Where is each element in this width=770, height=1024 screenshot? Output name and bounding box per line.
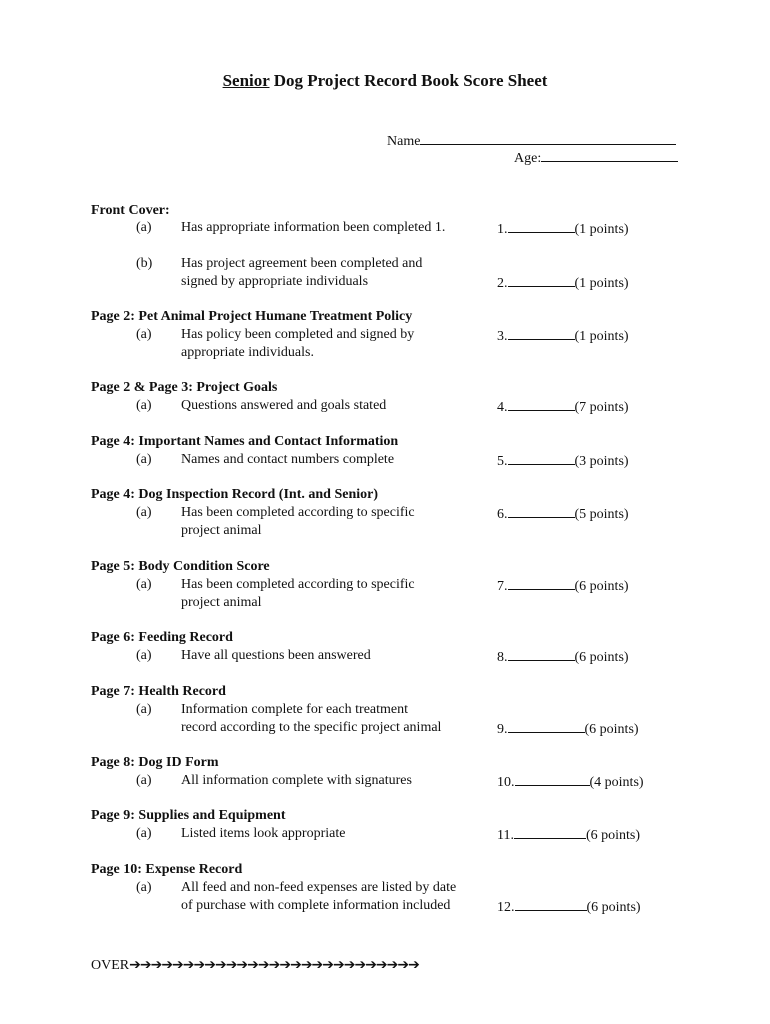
score-field[interactable] [497, 576, 629, 596]
score-number: 3. [497, 329, 508, 344]
score-field[interactable] [497, 719, 639, 739]
score-blank[interactable] [515, 772, 590, 786]
item-letter: (a) [136, 398, 152, 413]
score-blank[interactable] [508, 273, 575, 287]
title-rest: Dog Project Record Book Score Sheet [269, 71, 548, 90]
item-letter: (a) [136, 220, 152, 235]
item-description: Has appropriate information been completed 1. [181, 220, 446, 235]
section-heading: Page 9: Supplies and Equipment [91, 808, 286, 823]
item-description: project animal [181, 595, 262, 610]
section-heading: Page 6: Feeding Record [91, 630, 233, 645]
score-blank[interactable] [515, 897, 587, 911]
item-letter: (a) [136, 648, 152, 663]
score-number: 11. [497, 828, 514, 843]
item-description: Has been completed according to specific [181, 505, 415, 520]
item-letter: (a) [136, 702, 152, 717]
item-description: of purchase with complete information included [181, 898, 451, 913]
section-heading: Page 2 & Page 3: Project Goals [91, 380, 278, 395]
page-title [0, 70, 770, 92]
score-blank[interactable] [508, 326, 575, 340]
score-blank[interactable] [508, 219, 575, 233]
item-letter: (a) [136, 577, 152, 592]
over-label: OVER [91, 958, 130, 973]
name-label: Name [387, 134, 421, 149]
score-number: 2. [497, 276, 508, 291]
score-points: (6 points) [574, 579, 629, 594]
score-number: 10. [497, 775, 515, 790]
section-heading: Page 10: Expense Record [91, 862, 243, 877]
item-description: All information complete with signatures [181, 773, 412, 788]
score-points: (1 points) [574, 329, 629, 344]
item-description: project animal [181, 523, 262, 538]
score-field[interactable] [497, 219, 629, 239]
item-description: Have all questions been answered [181, 648, 371, 663]
score-number: 4. [497, 400, 508, 415]
score-number: 1. [497, 222, 508, 237]
item-description: Information complete for each treatment [181, 702, 409, 717]
score-blank[interactable] [514, 825, 586, 839]
score-number: 12. [497, 900, 515, 915]
section-heading: Page 8: Dog ID Form [91, 755, 219, 770]
score-blank[interactable] [508, 647, 575, 661]
item-letter: (a) [136, 327, 152, 342]
score-points: (5 points) [574, 507, 629, 522]
score-points: (6 points) [584, 722, 639, 737]
score-blank[interactable] [508, 504, 575, 518]
age-field[interactable] [514, 147, 678, 168]
title-underlined-word: Senior [222, 71, 270, 90]
item-description: Listed items look appropriate [181, 826, 346, 841]
score-number: 7. [497, 579, 508, 594]
section-heading: Page 4: Important Names and Contact Information [91, 434, 399, 449]
score-points: (7 points) [574, 400, 629, 415]
score-number: 9. [497, 722, 508, 737]
item-description: Has project agreement been completed and [181, 256, 423, 271]
score-points: (4 points) [589, 775, 644, 790]
score-points: (1 points) [574, 222, 629, 237]
item-description: appropriate individuals. [181, 345, 314, 360]
item-description: Names and contact numbers complete [181, 452, 395, 467]
age-blank[interactable] [541, 147, 678, 162]
item-description: All feed and non-feed expenses are listed by date [181, 880, 457, 895]
score-number: 5. [497, 454, 508, 469]
score-points: (1 points) [574, 276, 629, 291]
score-field[interactable] [497, 647, 629, 667]
item-letter: (a) [136, 880, 152, 895]
score-points: (6 points) [586, 900, 641, 915]
score-field[interactable] [497, 825, 640, 845]
score-points: (6 points) [574, 650, 629, 665]
item-letter: (a) [136, 452, 152, 467]
score-number: 8. [497, 650, 508, 665]
section-heading: Page 4: Dog Inspection Record (Int. and Senior) [91, 487, 378, 502]
item-letter: (a) [136, 826, 152, 841]
score-blank[interactable] [508, 576, 575, 590]
over-indicator [91, 956, 419, 975]
score-field[interactable] [497, 397, 629, 417]
over-arrows-icon: ➔➔➔➔➔➔➔➔➔➔➔➔➔➔➔➔➔➔➔➔➔➔➔➔➔➔➔ [129, 957, 419, 973]
section-heading: Front Cover: [91, 203, 170, 218]
score-number: 6. [497, 507, 508, 522]
item-letter: (b) [136, 256, 153, 271]
score-points: (6 points) [585, 828, 641, 843]
item-letter: (a) [136, 773, 152, 788]
score-field[interactable] [497, 326, 629, 346]
item-description: Has been completed according to specific [181, 577, 415, 592]
score-blank[interactable] [508, 397, 575, 411]
section-heading: Page 5: Body Condition Score [91, 559, 270, 574]
score-field[interactable] [497, 451, 629, 471]
score-blank[interactable] [508, 719, 585, 733]
age-label: Age: [514, 151, 542, 166]
item-description: record according to the specific project animal [181, 720, 442, 735]
item-description: Has policy been completed and signed by [181, 327, 415, 342]
score-field[interactable] [497, 273, 629, 293]
score-field[interactable] [497, 897, 641, 917]
item-description: Questions answered and goals stated [181, 398, 387, 413]
score-field[interactable] [497, 504, 629, 524]
item-letter: (a) [136, 505, 152, 520]
name-blank[interactable] [420, 130, 676, 145]
section-heading: Page 2: Pet Animal Project Humane Treatment Policy [91, 309, 413, 324]
score-blank[interactable] [508, 451, 575, 465]
score-points: (3 points) [574, 454, 629, 469]
score-field[interactable] [497, 772, 644, 792]
section-heading: Page 7: Health Record [91, 684, 226, 699]
item-description: signed by appropriate individuals [181, 274, 369, 289]
